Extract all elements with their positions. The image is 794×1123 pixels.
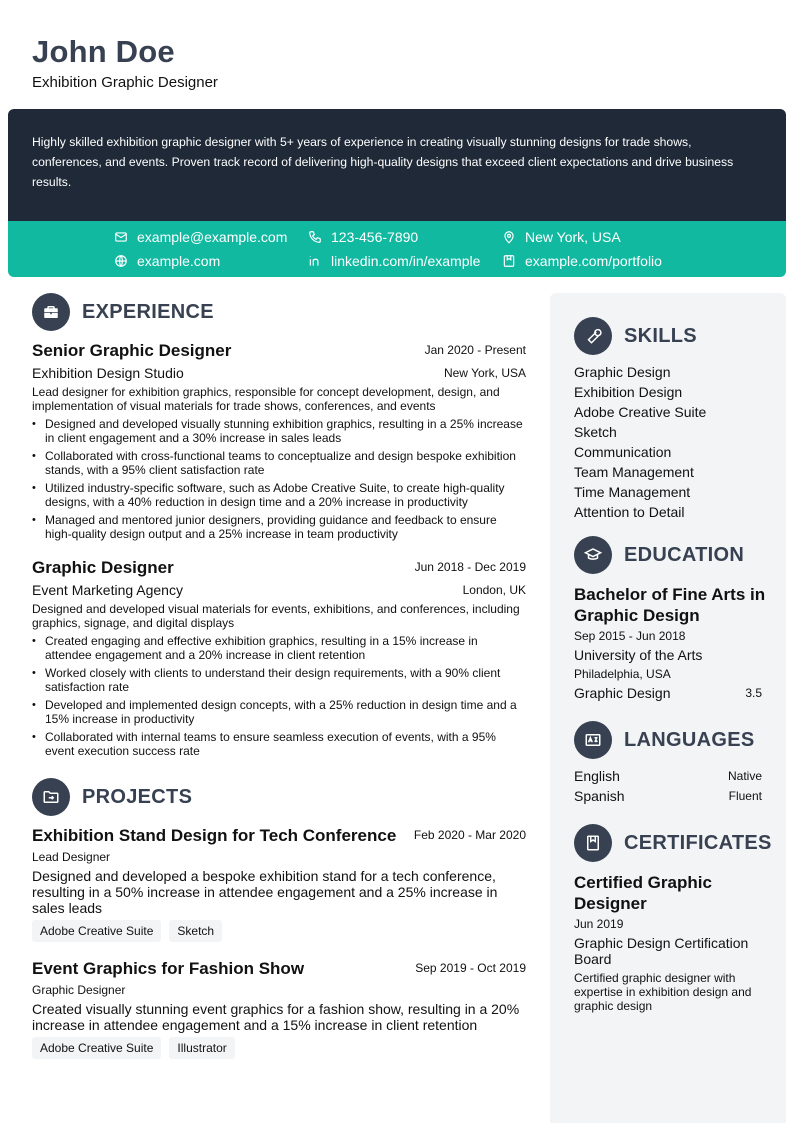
job-description: Lead designer for exhibition graphics, responsible for concept development, design, and implementation of visual materials for trade shows, conferences, and events bbox=[32, 385, 500, 413]
certificate-issuer: Graphic Design Certification Board bbox=[574, 935, 749, 967]
certificate-description: Certified graphic designer with expertise in exhibition design and graphic design bbox=[574, 971, 752, 1013]
list-item: • Utilized industry-specific software, such as Adobe Creative Suite, to create high-quality designs, with a 40% reduction in design time and a 20% increase in productivity bbox=[32, 481, 526, 509]
education-date: Sep 2015 - Jun 2018 bbox=[574, 629, 686, 643]
globe-icon bbox=[114, 254, 128, 268]
languages-title: LANGUAGES bbox=[624, 728, 755, 751]
linkedin-icon bbox=[308, 254, 322, 268]
list-item: • Designed and developed visually stunning exhibition graphics, resulting in a 25% increase in client engagement and a 30% increase in sales leads bbox=[32, 417, 526, 445]
language-level: Native bbox=[727, 769, 762, 783]
education-school: University of the Arts bbox=[574, 647, 703, 663]
candidate-name: John Doe bbox=[32, 34, 175, 69]
project-tags bbox=[32, 1037, 235, 1059]
language-name: Spanish bbox=[574, 788, 625, 804]
summary-text: Highly skilled exhibition graphic designer with 5+ years of experience in creating visually stunning designs for trade shows, conferences, and events. Proven track record of delivering high-quality designs that exceed client expectations and drive business results. bbox=[32, 135, 734, 189]
education-heading bbox=[574, 536, 744, 574]
contact-portfolio-text: example.com/portfolio bbox=[525, 253, 662, 269]
certificate-icon bbox=[574, 824, 612, 862]
skills-heading bbox=[574, 317, 697, 355]
job-location: London, UK bbox=[462, 583, 526, 597]
contact-phone-text: 123-456-7890 bbox=[331, 229, 419, 245]
skill-tag: Adobe Creative Suite bbox=[32, 1037, 161, 1059]
skills-list bbox=[574, 362, 764, 522]
skill-tag: Adobe Creative Suite bbox=[32, 920, 161, 942]
list-item: • Created engaging and effective exhibition graphics, resulting in a 15% increase in attendee engagement and a 20% increase in client retention bbox=[32, 634, 526, 662]
skill-tag: Sketch bbox=[169, 920, 222, 942]
project-description: Designed and developed a bespoke exhibition stand for a tech conference, resulting in a 50% increase in attendee engagement and a 25% increase in sales leads bbox=[32, 868, 498, 916]
folder-icon bbox=[32, 778, 70, 816]
job-company: Event Marketing Agency bbox=[32, 582, 183, 598]
contact-portfolio[interactable] bbox=[502, 253, 662, 269]
language-name: English bbox=[574, 768, 620, 784]
project-date: Feb 2020 - Mar 2020 bbox=[413, 828, 526, 842]
briefcase-icon bbox=[32, 293, 70, 331]
list-item: • Collaborated with cross-functional teams to conceptualize and design bespoke exhibition stands, with a 95% client satisfaction rate bbox=[32, 449, 526, 477]
skill-item: Adobe Creative Suite bbox=[574, 404, 707, 420]
candidate-title: Exhibition Graphic Designer bbox=[32, 74, 218, 91]
job-title: Senior Graphic Designer bbox=[32, 341, 232, 360]
contact-location-text: New York, USA bbox=[525, 229, 621, 245]
translate-icon bbox=[574, 721, 612, 759]
project-role: Graphic Designer bbox=[32, 983, 126, 997]
certificates-heading bbox=[574, 824, 772, 862]
education-field: Graphic Design bbox=[574, 685, 671, 701]
wrench-icon bbox=[574, 317, 612, 355]
project-title: Event Graphics for Fashion Show bbox=[32, 959, 305, 978]
project-description: Created visually stunning event graphics for a fashion show, resulting in a 20% increase in attendee engagement and a 15% increase in client retention bbox=[32, 1001, 520, 1033]
skill-item: Exhibition Design bbox=[574, 384, 683, 400]
contact-phone[interactable] bbox=[308, 229, 418, 245]
skill-item: Time Management bbox=[574, 484, 691, 500]
summary-band bbox=[8, 109, 786, 221]
phone-icon bbox=[308, 230, 322, 244]
education-title: EDUCATION bbox=[624, 543, 745, 566]
languages-heading bbox=[574, 721, 754, 759]
skill-item: Communication bbox=[574, 444, 672, 460]
graduation-cap-icon bbox=[574, 536, 612, 574]
skill-item: Sketch bbox=[574, 424, 617, 440]
job-company: Exhibition Design Studio bbox=[32, 365, 184, 381]
project-title: Exhibition Stand Design for Tech Conference bbox=[32, 826, 397, 845]
skill-tag: Illustrator bbox=[169, 1037, 234, 1059]
project-date: Sep 2019 - Oct 2019 bbox=[415, 961, 526, 975]
list-item: • Worked closely with clients to understand their design requirements, with a 90% client satisfaction rate bbox=[32, 666, 526, 694]
education-degree: Bachelor of Fine Arts in Graphic Design bbox=[574, 585, 766, 625]
contact-linkedin[interactable] bbox=[308, 253, 480, 269]
list-item: • Managed and mentored junior designers, providing guidance and feedback to ensure high-quality design output and a 25% increase in team productivity bbox=[32, 513, 526, 541]
skill-item: Team Management bbox=[574, 464, 694, 480]
contact-email-text: example@example.com bbox=[137, 229, 288, 245]
job-bullets bbox=[32, 634, 526, 762]
project-tags bbox=[32, 920, 222, 942]
mail-icon bbox=[114, 230, 128, 244]
list-item: • Developed and implemented design concepts, with a 25% reduction in design time and a 15% increase in productivity bbox=[32, 698, 526, 726]
job-bullets bbox=[32, 417, 526, 545]
contact-website-text: example.com bbox=[137, 253, 221, 269]
education-gpa: 3.5 bbox=[745, 686, 762, 700]
experience-heading bbox=[32, 293, 214, 331]
list-item: • Collaborated with internal teams to ensure seamless execution of events, with a 95% event execution success rate bbox=[32, 730, 526, 758]
certificate-title: Certified Graphic Designer bbox=[574, 873, 712, 913]
skill-item: Graphic Design bbox=[574, 364, 671, 380]
certificate-date: Jun 2019 bbox=[574, 917, 624, 931]
contact-location bbox=[502, 229, 621, 245]
job-location: New York, USA bbox=[443, 366, 526, 380]
contact-website[interactable] bbox=[114, 253, 220, 269]
contact-band bbox=[8, 221, 786, 277]
portfolio-icon bbox=[502, 254, 516, 268]
skills-title: SKILLS bbox=[624, 324, 697, 347]
language-level: Fluent bbox=[728, 789, 762, 803]
projects-heading bbox=[32, 778, 192, 816]
job-date: Jan 2020 - Present bbox=[424, 343, 526, 357]
projects-title: PROJECTS bbox=[82, 785, 193, 808]
contact-linkedin-text: linkedin.com/in/example bbox=[331, 253, 481, 269]
skill-item: Attention to Detail bbox=[574, 504, 685, 520]
map-pin-icon bbox=[502, 230, 516, 244]
job-description: Designed and developed visual materials for events, exhibitions, and conferences, including graphics, signage, and digital displays bbox=[32, 602, 520, 630]
job-date: Jun 2018 - Dec 2019 bbox=[414, 560, 526, 574]
certificates-title: CERTIFICATES bbox=[624, 831, 772, 854]
job-title: Graphic Designer bbox=[32, 558, 174, 577]
experience-title: EXPERIENCE bbox=[82, 300, 214, 323]
resume-header bbox=[32, 34, 218, 91]
project-role: Lead Designer bbox=[32, 850, 111, 864]
contact-email[interactable] bbox=[114, 229, 287, 245]
education-location: Philadelphia, USA bbox=[574, 667, 671, 681]
